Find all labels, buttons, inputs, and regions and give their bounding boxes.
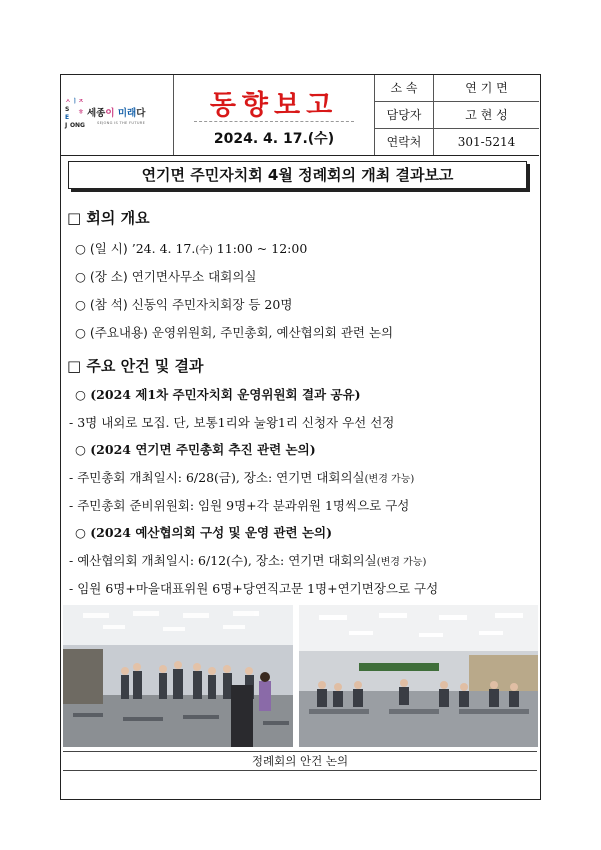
info-value: 301-5214 [457,135,516,149]
meeting-photo-left [63,605,293,747]
logo-wordmark: 세종이 미래다 [87,108,146,119]
report-title: 동향보고 [209,90,339,121]
photo-caption: 정례회의 안건 논의 [63,751,537,771]
agenda-detail: - 예산협의회 개최일시: 6/12(수), 장소: 연기면 대회의실(변경 가능) [69,553,427,568]
overview-item-datetime: ○ (일 시) ’24. 4. 17.(수) 11:00 ~ 12:00 [75,241,308,256]
agenda-detail: - 주민총회 준비위원회: 임원 9명+각 분과위원 1명씩으로 구성 [69,498,410,513]
info-label: 연락처 [375,129,434,155]
report-date: 2024. 4. 17.(수) [213,131,335,147]
logo-letter: ㅅ [65,98,71,105]
photo-row [63,605,538,747]
logo-letter: G [80,122,85,129]
overview-item-place: ○ (장 소) 연기면사무소 대회의실 [75,269,257,284]
agenda-detail: - 임원 6명+마을대표위원 6명+당연직고문 1명+연기면장으로 구성 [69,581,439,596]
logo-letter: N [75,122,81,129]
info-row-manager [375,102,539,129]
title-cell [174,75,375,155]
logo-mark [65,99,85,129]
agenda-detail: - 주민총회 개최일시: 6/28(금), 장소: 연기면 대회의실(변경 가능) [69,470,415,485]
logo-letter: ㅣ [72,98,78,105]
logo-letter: J [65,122,68,129]
info-table [375,75,539,155]
info-value: 연 기 면 [465,81,508,95]
section-agenda-title: □ 주요 안건 및 결과 [67,357,204,375]
overview-item-attendees: ○ (참 석) 신동익 주민자치회장 등 20명 [75,297,293,312]
info-label: 담당자 [375,102,434,128]
logo-letter: O [70,122,76,129]
section-overview-title: □ 회의 개요 [67,209,150,227]
agenda-heading: ○ (2024 제1차 주민자치회 운영위원회 결과 공유) [75,387,361,402]
meeting-photo-right [299,605,538,747]
agenda-heading: ○ (2024 연기면 주민총회 추진 관련 논의) [75,442,316,457]
report-header [61,75,539,155]
logo-letter: S [65,106,70,113]
info-row-contact [375,129,539,155]
info-label: 소 속 [375,75,434,101]
logo-letter: ㅎ [78,109,84,116]
logo-tagline: SEJONG IS THE FUTURE [97,121,146,125]
overview-item-content: ○ (주요내용) 운영위원회, 주민총회, 예산협의회 관련 논의 [75,325,394,340]
sejong-logo [61,75,174,155]
agenda-heading: ○ (2024 예산협의회 구성 및 운영 관련 논의) [75,525,333,540]
headline-box: 연기면 주민자치회 4월 정례회의 개최 결과보고 [68,161,527,189]
title-divider [194,121,354,122]
header-divider [61,155,539,156]
logo-letter: ㅈ [78,98,84,105]
info-row-dept [375,75,539,102]
agenda-detail: - 3명 내외로 모집. 단, 보통1리와 눌왕1리 신청자 우선 선정 [69,415,395,430]
logo-letter: E [65,114,70,121]
info-value: 고 현 성 [465,108,508,122]
report-page [60,74,541,800]
